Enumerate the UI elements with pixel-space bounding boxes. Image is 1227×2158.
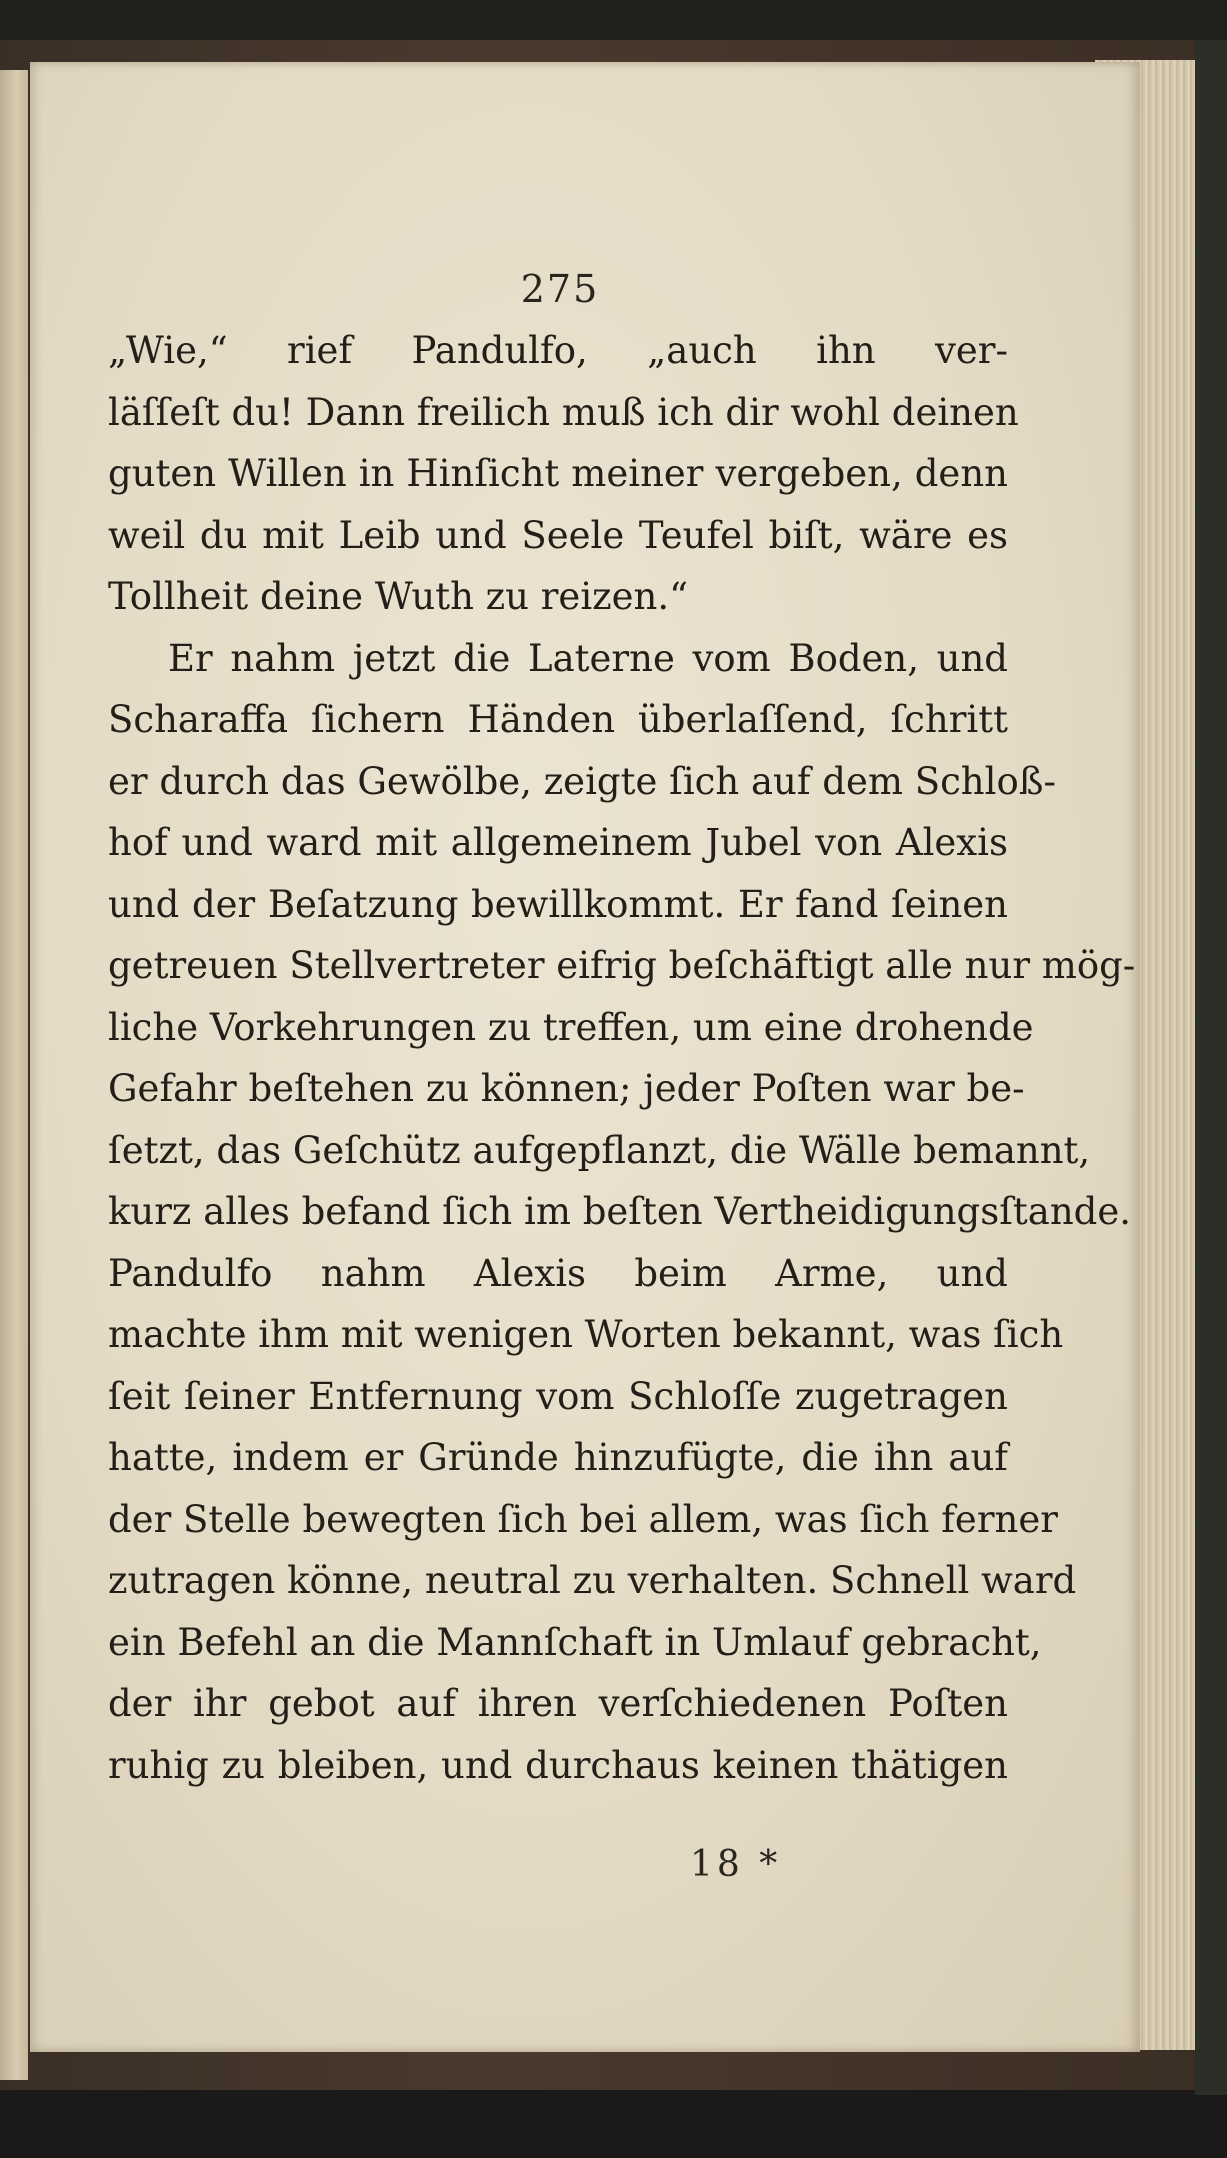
text-line: ſetzt, das Geſchütz aufgepflanzt, die Wälle bemannt, [108,1128,1091,1172]
text-line: „Wie,“ rief Pandulfo, „auch ihn ver- [108,329,1008,372]
text-line: liche Vorkehrungen zu treffen, um eine drohende [108,1005,1034,1049]
text-line: und der Beſatzung bewillkommt. Er fand ſeinen [108,882,1008,926]
text-line: Scharaffa ſichern Händen überlaſſend, ſchritt [108,698,1008,741]
text-line: ſeit ſeiner Entfernung vom Schloſſe zugetragen [108,1374,1008,1418]
text-line: Gefahr beſtehen zu können; jeder Poſten war be- [108,1067,1025,1110]
text-line: läſſeſt du! Dann freilich muß ich dir wohl deinen [108,390,1019,434]
text-line: Er nahm jetzt die Laterne vom Boden, und [168,636,1008,680]
text-line: guten Willen in Hinſicht meiner vergeben, denn [108,452,1008,495]
text-line: der Stelle bewegten ſich bei allem, was ſich ferner [108,1497,1058,1541]
page-number: 275 [520,267,600,311]
text-line: er durch das Gewölbe, zeigte ſich auf dem Schloß- [108,759,1056,803]
body-text [108,320,1136,1796]
text-line: der ihr gebot auf ihren verſchiedenen Poſten [108,1682,1008,1725]
text-line: hof und ward mit allgemeinem Jubel von Alexis [108,821,1008,864]
text-line: getreuen Stellvertreter eifrig beſchäftigt alle nur mög- [108,944,1136,987]
previous-page-edge [0,70,28,2080]
text-line: Pandulfo nahm Alexis beim Arme, und [108,1251,1008,1295]
text-line: zutragen könne, neutral zu verhalten. Schnell ward [108,1559,1077,1602]
cover-edge [1195,40,1227,2100]
book-page [30,62,1140,2052]
text-line: Tollheit deine Wuth zu reizen.“ [108,575,689,618]
text-line: hatte, indem er Gründe hinzufügte, die ihn auf [108,1436,1008,1479]
scan-background-top [0,0,1227,42]
signature-mark: 18 * [690,1844,782,1885]
text-line: kurz alles befand ſich im beſten Vertheidigungsſtande. [108,1190,1131,1233]
text-line: weil du mit Leib und Seele Teufel biſt, wäre es [108,513,1008,557]
text-line: ruhig zu bleiben, und durchaus keinen thätigen [108,1743,1008,1787]
text-line: machte ihm mit wenigen Worten bekannt, was ſich [108,1313,1064,1356]
text-line: ein Befehl an die Mannſchaft in Umlauf gebracht, [108,1620,1042,1664]
scan-background-bottom [0,2095,1227,2158]
